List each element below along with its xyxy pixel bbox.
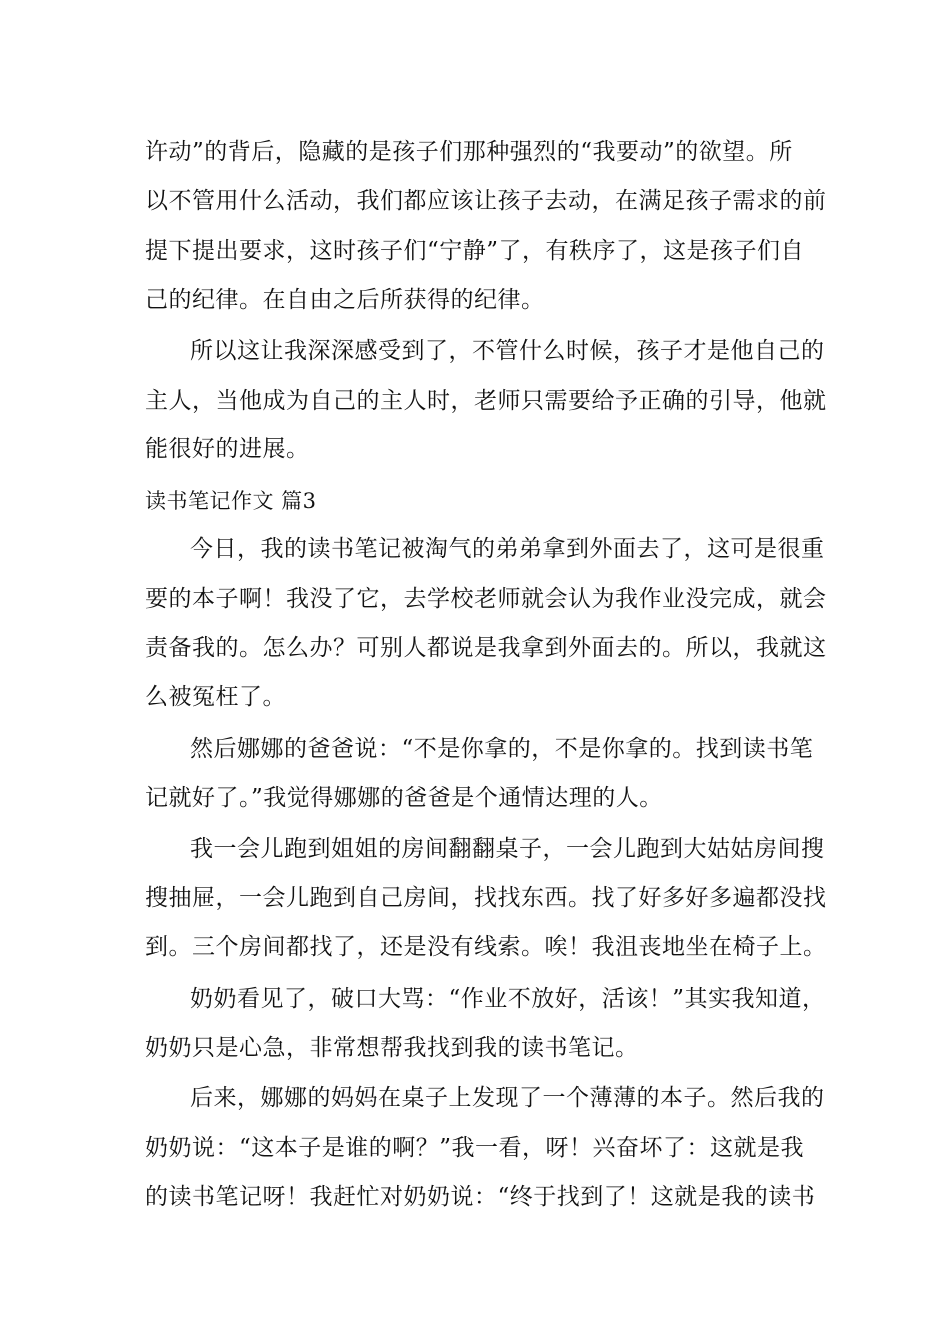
text-line: 主人，当他成为自己的主人时，老师只需要给予正确的引导，他就 [145,388,827,414]
paragraph-first-line: 然后娜娜的爸爸说：“不是你拿的，不是你拿的。找到读书笔 [190,736,814,762]
paragraph-first-line: 后来，娜娜的妈妈在桌子上发现了一个薄薄的本子。然后我的 [190,1085,825,1111]
text-line: 奶奶只是心急，非常想帮我找到我的读书笔记。 [145,1035,639,1061]
text-line: 的读书笔记呀！我赶忙对奶奶说：“终于找到了！这就是我的读书 [145,1184,816,1210]
paragraph-first-line: 我一会儿跑到姐姐的房间翻翻桌子，一会儿跑到大姑姑房间搜 [190,836,825,862]
text-line: 奶奶说：“这本子是谁的啊？”我一看，呀！兴奋坏了：这就是我 [145,1135,805,1161]
text-line: 要的本子啊！我没了它，去学校老师就会认为我作业没完成，就会 [145,586,827,612]
text-line: 提下提出要求，这时孩子们“宁静”了，有秩序了，这是孩子们自 [145,238,805,264]
text-line: 能很好的进展。 [145,436,310,462]
text-line: 责备我的。怎么办？可别人都说是我拿到外面去的。所以，我就这 [145,635,827,661]
text-line: 搜抽屉，一会儿跑到自己房间，找找东西。找了好多好多遍都没找 [145,885,827,911]
text-line: 以不管用什么活动，我们都应该让孩子去动，在满足孩子需求的前 [145,188,827,214]
paragraph-first-line: 今日，我的读书笔记被淘气的弟弟拿到外面去了，这可是很重 [190,536,825,562]
text-line: 己的纪律。在自由之后所获得的纪律。 [145,287,545,313]
paragraph-first-line: 奶奶看见了，破口大骂：“作业不放好，活该！”其实我知道， [190,986,826,1012]
text-line: 么被冤枉了。 [145,684,286,710]
section-heading: 读书笔记作文 篇3 [145,489,317,513]
text-line: 许动”的背后，隐藏的是孩子们那种强烈的“我要动”的欲望。所 [145,139,793,165]
paragraph-first-line: 所以这让我深深感受到了，不管什么时候，孩子才是他自己的 [190,338,825,364]
text-line: 到。三个房间都找了，还是没有线索。唉！我沮丧地坐在椅子上。 [145,934,827,960]
text-line: 记就好了。”我觉得娜娜的爸爸是个通情达理的人。 [145,785,663,811]
